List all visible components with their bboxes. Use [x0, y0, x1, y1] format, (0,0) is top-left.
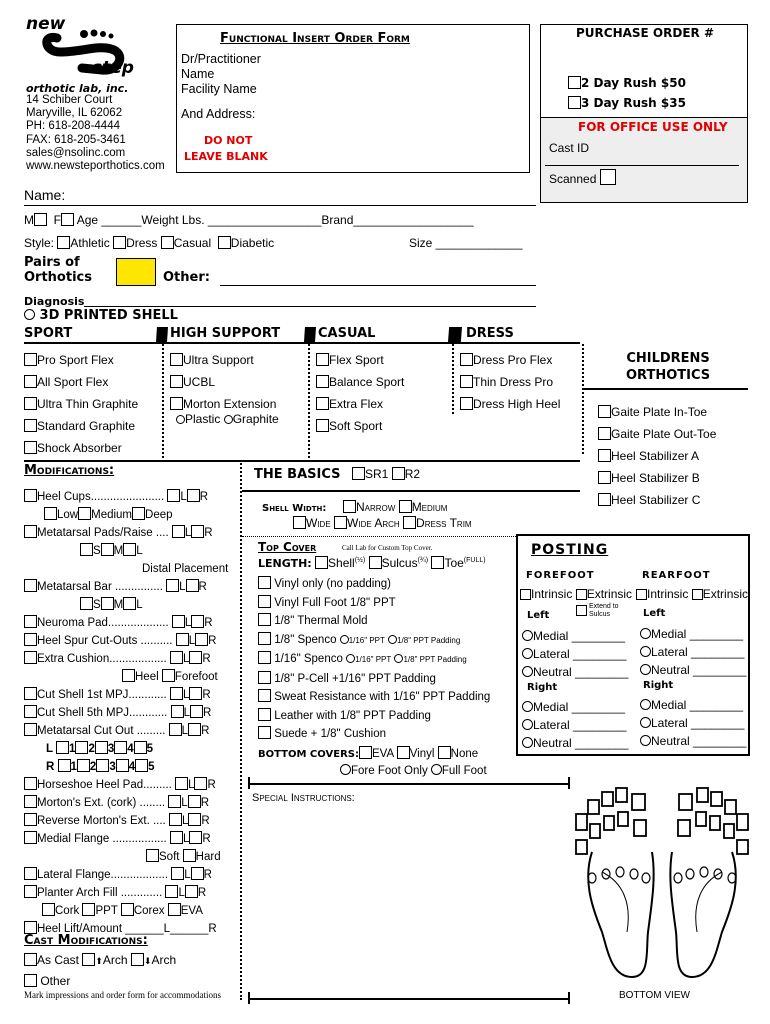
lateral-flange-row[interactable]: Lateral Flange.................. L R: [24, 866, 228, 884]
dress-title: DRESS: [466, 326, 514, 341]
checkbox[interactable]: [77, 759, 90, 772]
arch-up-checkbox[interactable]: [82, 953, 95, 966]
checkbox[interactable]: [194, 777, 207, 790]
checkbox[interactable]: [258, 726, 271, 739]
extra-cushion-row[interactable]: Extra Cushion.................. L R: [24, 650, 228, 668]
posting-option[interactable]: Medial ________: [640, 625, 746, 643]
scanned-label: Scanned: [549, 169, 616, 186]
dress-item[interactable]: Dress High Heel: [460, 393, 560, 415]
checkbox[interactable]: [123, 543, 136, 556]
width-options-1: Narrow Medium: [343, 500, 447, 514]
checkbox[interactable]: [460, 375, 473, 388]
logo-word-new: new: [26, 14, 66, 34]
checkbox[interactable]: [170, 397, 183, 410]
checkbox[interactable]: [388, 635, 397, 644]
name-label: Name: [181, 67, 215, 81]
checkbox[interactable]: [121, 903, 134, 916]
checkbox[interactable]: [24, 375, 37, 388]
ff-intrinsic-checkbox[interactable]: [520, 589, 531, 600]
planter-row[interactable]: Planter Arch Fill ............. L R: [24, 884, 228, 902]
rf-extrinsic-checkbox[interactable]: [692, 589, 703, 600]
address-line-2: Maryville, IL 62062: [26, 107, 123, 120]
childrens-item[interactable]: Gaite Plate Out-Toe: [598, 423, 716, 445]
checkbox[interactable]: [24, 633, 37, 646]
checkbox[interactable]: [116, 759, 129, 772]
cushion-location[interactable]: Heel Forefoot: [24, 668, 228, 686]
modifications-title: Modifications:: [24, 463, 115, 478]
feet-icon: [572, 782, 752, 982]
checkbox[interactable]: [75, 741, 88, 754]
top-cover-item[interactable]: Leather with 1/8" PPT Padding: [258, 707, 490, 726]
ff-left-options: [522, 627, 628, 681]
checkbox[interactable]: [58, 759, 71, 772]
wide-checkbox[interactable]: [293, 516, 306, 529]
ff-right-label: Right: [527, 682, 558, 693]
checkbox[interactable]: [190, 705, 203, 718]
checkbox[interactable]: [82, 903, 95, 916]
cast-options: As Cast ⬆Arch ⬇Arch: [24, 953, 176, 967]
checkbox[interactable]: [44, 507, 57, 520]
checkbox[interactable]: [598, 405, 611, 418]
rf-left-options: [640, 625, 746, 679]
met-bar-row[interactable]: Metatarsal Bar ............... L R: [24, 578, 228, 596]
high-support-item[interactable]: UCBL: [170, 371, 276, 393]
rf-right-label: Right: [643, 680, 674, 691]
logo-word-step: step: [92, 58, 134, 78]
cast-note: Mark impressions and order form for accommodations: [24, 990, 221, 1000]
shell-length-checkbox[interactable]: [315, 556, 328, 569]
checkbox[interactable]: [598, 471, 611, 484]
sport-list: [24, 349, 138, 459]
sport-item[interactable]: Ultra Thin Graphite: [24, 393, 138, 415]
checkbox[interactable]: [24, 795, 37, 808]
modifications-list: [24, 488, 228, 938]
heel-lift-row[interactable]: Heel Lift/Amount ______L______R: [24, 920, 228, 938]
posting-option[interactable]: Lateral ________: [640, 643, 746, 661]
warning-leave-blank: LEAVE BLANK: [184, 150, 268, 163]
eva-bottom-checkbox[interactable]: [359, 746, 372, 759]
other-label: Other:: [163, 270, 210, 285]
medium-width-checkbox[interactable]: [399, 500, 412, 513]
style-row: Style: Athletic Dress Casual Diabetic: [24, 236, 275, 250]
checkbox[interactable]: [640, 646, 651, 657]
planter-material[interactable]: Cork PPT Corex EVA: [24, 902, 228, 920]
checkbox[interactable]: [24, 441, 37, 454]
posting-option[interactable]: Medial ________: [640, 696, 746, 714]
basics-options: SR1 R2: [352, 467, 420, 481]
top-cover-item[interactable]: 1/8" Thermal Mold: [258, 612, 490, 631]
dress-item[interactable]: Dress Pro Flex: [460, 349, 560, 371]
checkbox[interactable]: [189, 831, 202, 844]
wide-arch-checkbox[interactable]: [334, 516, 347, 529]
checkbox[interactable]: [170, 651, 183, 664]
checkbox[interactable]: [258, 651, 271, 664]
shell-width-label: Shell Width:: [262, 503, 327, 514]
met-pads-size[interactable]: S M L: [24, 542, 228, 560]
cast-mods-title: Cast Modifications:: [24, 933, 148, 948]
childrens-item[interactable]: Gaite Plate In-Toe: [598, 401, 716, 423]
checkbox[interactable]: [258, 632, 271, 645]
posting-option[interactable]: Neutral ________: [640, 732, 746, 750]
toe-length-checkbox[interactable]: [431, 556, 444, 569]
high-support-item[interactable]: Morton Extension: [170, 393, 276, 415]
checkbox[interactable]: [258, 595, 271, 608]
checkbox[interactable]: [183, 849, 196, 862]
athletic-checkbox[interactable]: [57, 236, 70, 249]
extend-sulcus-checkbox[interactable]: [576, 605, 587, 616]
forefoot-type: Intrinsic Extrinsic: [520, 587, 632, 601]
checkbox[interactable]: [167, 489, 180, 502]
checkbox[interactable]: [24, 813, 37, 826]
special-instructions-area[interactable]: [250, 808, 560, 988]
reverse-morton-row[interactable]: Reverse Morton's Ext. .... L R: [24, 812, 228, 830]
rush-2-day[interactable]: 2 Day Rush $50: [568, 76, 686, 90]
ff-right-options: [522, 698, 628, 752]
ff-left-label: Left: [527, 610, 550, 621]
bottom-covers-row: BOTTOM COVERS: EVA Vinyl None: [258, 748, 479, 760]
none-bottom-checkbox[interactable]: [438, 746, 451, 759]
high-support-item[interactable]: Ultra Support: [170, 349, 276, 371]
pairs-input[interactable]: [116, 258, 156, 286]
arch-down-checkbox[interactable]: [131, 953, 144, 966]
company-contact: [26, 94, 165, 173]
checkbox[interactable]: [522, 648, 533, 659]
checkbox[interactable]: [258, 613, 271, 626]
practitioner-label: Dr/Practitioner: [181, 52, 261, 66]
extend-sulcus[interactable]: Extend to Sulcus: [576, 603, 619, 619]
checkbox[interactable]: [188, 795, 201, 808]
checkbox[interactable]: [24, 397, 37, 410]
facility-label: Facility Name: [181, 82, 257, 96]
rush-3-day[interactable]: 3 Day Rush $35: [568, 96, 686, 110]
checkbox[interactable]: [56, 741, 69, 754]
posting-option[interactable]: Neutral ________: [640, 661, 746, 679]
checkbox[interactable]: [258, 689, 271, 702]
checkbox[interactable]: [316, 397, 329, 410]
printed-shell-radio[interactable]: [24, 309, 35, 320]
ff-extrinsic-checkbox[interactable]: [576, 589, 587, 600]
material-options: Plastic Graphite: [176, 412, 279, 426]
diabetic-checkbox[interactable]: [218, 236, 231, 249]
checkbox[interactable]: [176, 633, 189, 646]
top-cover-item[interactable]: 1/16" Spenco 1/16" PPT 1/8" PPT Padding: [258, 650, 490, 670]
email: sales@nsolinc.com: [26, 146, 126, 159]
dress-item[interactable]: Thin Dress Pro: [460, 371, 560, 393]
checkbox[interactable]: [191, 615, 204, 628]
checkbox[interactable]: [346, 654, 355, 663]
checkbox[interactable]: [42, 903, 55, 916]
childrens-item[interactable]: Heel Stabilizer A: [598, 445, 716, 467]
checkbox[interactable]: [170, 353, 183, 366]
top-cover-item[interactable]: Vinyl Full Foot 1/8" PPT: [258, 594, 490, 613]
checkbox[interactable]: [640, 699, 651, 710]
rf-intrinsic-checkbox[interactable]: [636, 589, 647, 600]
checkbox[interactable]: [258, 671, 271, 684]
checkbox[interactable]: [189, 651, 202, 664]
checkbox[interactable]: [191, 525, 204, 538]
checkbox[interactable]: [101, 597, 114, 610]
sr1-checkbox[interactable]: [352, 467, 365, 480]
checkbox[interactable]: [185, 885, 198, 898]
sport-item[interactable]: Shock Absorber: [24, 437, 138, 459]
rf-left-label: Left: [643, 608, 666, 619]
checkbox[interactable]: [340, 635, 349, 644]
high-support-title: HIGH SUPPORT: [170, 326, 281, 341]
met-cut-left[interactable]: L 1 2 3 4 5: [46, 743, 154, 755]
rf-right-options: [640, 696, 746, 750]
checkbox[interactable]: [170, 687, 183, 700]
checkbox[interactable]: [316, 419, 329, 432]
top-cover-item[interactable]: Suede + 1/8" Cushion: [258, 725, 490, 744]
checkbox[interactable]: [186, 579, 199, 592]
cast-id-label: Cast ID: [549, 141, 590, 155]
checkbox[interactable]: [78, 507, 91, 520]
age-weight-brand-fields[interactable]: Age ______Weight Lbs. _________________Brand__________________: [76, 213, 474, 227]
cut-5th-row[interactable]: Cut Shell 5th MPJ............ L R: [24, 704, 228, 722]
size-field[interactable]: Size _____________: [409, 236, 523, 250]
bottom-view-feet-diagram[interactable]: [572, 782, 752, 982]
rearfoot-type: Intrinsic Extrinsic: [636, 587, 748, 601]
posting-option[interactable]: Lateral ________: [640, 714, 746, 732]
checkbox[interactable]: [24, 777, 37, 790]
checkbox[interactable]: [134, 741, 147, 754]
checkbox[interactable]: [189, 687, 202, 700]
met-bar-size[interactable]: S M L: [24, 596, 228, 614]
checkbox[interactable]: [114, 741, 127, 754]
dress-checkbox[interactable]: [113, 236, 126, 249]
casual-item[interactable]: Flex Sport: [316, 349, 404, 371]
practitioner-labels: [181, 52, 261, 97]
checkbox[interactable]: [24, 723, 37, 736]
checkbox[interactable]: [172, 615, 185, 628]
morton-row[interactable]: Morton's Ext. (cork) ........ L R: [24, 794, 228, 812]
checkbox[interactable]: [123, 597, 136, 610]
high-support-list: [170, 349, 276, 415]
website: www.newsteporthotics.com: [26, 160, 165, 173]
checkbox[interactable]: [640, 717, 651, 728]
checkbox[interactable]: [168, 795, 181, 808]
checkbox[interactable]: [166, 579, 179, 592]
sport-item[interactable]: Pro Sport Flex: [24, 349, 138, 371]
checkbox[interactable]: [96, 759, 109, 772]
cast-other[interactable]: Other: [24, 974, 70, 988]
diagnosis-label: Diagnosis: [24, 295, 85, 308]
casual-item[interactable]: Extra Flex: [316, 393, 404, 415]
width-options-2: Wide Wide Arch Dress Trim: [293, 516, 472, 530]
checkbox[interactable]: [175, 777, 188, 790]
basics-title: THE BASICS: [254, 467, 341, 482]
checkbox[interactable]: [24, 687, 37, 700]
checkbox[interactable]: [165, 885, 178, 898]
forefoot-title: FOREFOOT: [526, 570, 595, 581]
posting-option[interactable]: Medial ________: [522, 627, 628, 645]
printed-shell-option[interactable]: 3D PRINTED SHELL: [24, 308, 178, 323]
checkbox[interactable]: [316, 353, 329, 366]
checkbox[interactable]: [460, 397, 473, 410]
medial-flange-row[interactable]: Medial Flange ................. L R: [24, 830, 228, 848]
checkbox[interactable]: [195, 633, 208, 646]
checkbox[interactable]: [132, 507, 145, 520]
checkbox[interactable]: [171, 867, 184, 880]
checkbox[interactable]: [135, 759, 148, 772]
posting-option[interactable]: Lateral ________: [522, 645, 628, 663]
checkbox[interactable]: [188, 723, 201, 736]
childrens-title: CHILDRENS ORTHOTICS: [626, 351, 711, 383]
checkbox[interactable]: [95, 741, 108, 754]
childrens-item[interactable]: Heel Stabilizer C: [598, 489, 716, 511]
checkbox[interactable]: [24, 705, 37, 718]
top-cover-item[interactable]: Vinyl only (no padding): [258, 575, 490, 594]
fax: FAX: 618-205-3461: [26, 133, 126, 146]
checkbox[interactable]: [168, 903, 181, 916]
checkbox[interactable]: [24, 831, 37, 844]
phone: PH: 618-208-4444: [26, 120, 120, 133]
checkbox[interactable]: [101, 543, 114, 556]
checkbox[interactable]: [170, 831, 183, 844]
casual-list: [316, 349, 404, 437]
posting-option[interactable]: Neutral ________: [522, 663, 628, 681]
casual-checkbox[interactable]: [161, 236, 174, 249]
scanned-checkbox[interactable]: [600, 169, 616, 185]
childrens-list: [598, 401, 716, 511]
checkbox[interactable]: [598, 449, 611, 462]
forefoot-only-radio[interactable]: [340, 764, 351, 775]
heel-cups-depth[interactable]: Low Medium Deep: [24, 506, 228, 524]
checkbox[interactable]: [316, 375, 329, 388]
special-instructions-label: Special Instructions:: [252, 792, 355, 804]
length-row: LENGTH: Shell$^{(\frac{1}{2})}$ Sulcus$^{(\frac{3}{4})}$ Toe$^{(FULL)}$: [258, 556, 486, 570]
checkbox[interactable]: [258, 708, 271, 721]
checkbox[interactable]: [146, 849, 159, 862]
checkbox[interactable]: [522, 737, 533, 748]
graphite-radio[interactable]: [224, 415, 233, 424]
posting-title: POSTING: [531, 542, 609, 558]
checkbox[interactable]: [162, 669, 175, 682]
vinyl-bottom-checkbox[interactable]: [397, 746, 410, 759]
childrens-item[interactable]: Heel Stabilizer B: [598, 467, 716, 489]
checkbox[interactable]: [24, 867, 37, 880]
checkbox[interactable]: [598, 493, 611, 506]
patient-info-row: M F Age ______Weight Lbs. _________________Brand__________________: [24, 213, 474, 227]
checkbox[interactable]: [460, 353, 473, 366]
full-foot-radio[interactable]: [431, 764, 442, 775]
posting-option[interactable]: Medial ________: [522, 698, 628, 716]
casual-title: CASUAL: [318, 326, 376, 341]
as-cast-checkbox[interactable]: [24, 953, 37, 966]
checkbox[interactable]: [522, 719, 533, 730]
top-cover-list: [258, 575, 490, 744]
checkbox[interactable]: [24, 525, 37, 538]
checkbox[interactable]: [24, 651, 37, 664]
plastic-radio[interactable]: [176, 415, 185, 424]
dress-trim-checkbox[interactable]: [403, 516, 416, 529]
company-name: orthotic lab, inc.: [26, 82, 129, 95]
checkbox[interactable]: [522, 701, 533, 712]
r2-checkbox[interactable]: [392, 467, 405, 480]
checkbox[interactable]: [169, 813, 182, 826]
warning-do-not: DO NOT: [204, 134, 253, 147]
office-use-title: FOR OFFICE USE ONLY: [578, 120, 728, 134]
purchase-order-title: PURCHASE ORDER #: [576, 26, 715, 40]
heel-cups-row[interactable]: Heel Cups....................... L R: [24, 488, 228, 506]
checkbox[interactable]: [24, 579, 37, 592]
casual-item[interactable]: Soft Sport: [316, 415, 404, 437]
bottom-view-label: BOTTOM VIEW: [619, 990, 690, 1001]
checkbox[interactable]: [24, 974, 37, 987]
met-cut-row[interactable]: Metatarsal Cut Out ......... L R: [24, 722, 228, 740]
checkbox[interactable]: [24, 489, 37, 502]
checkbox[interactable]: [80, 597, 93, 610]
neuroma-row[interactable]: Neuroma Pad................... L R: [24, 614, 228, 632]
checkbox[interactable]: [522, 630, 533, 641]
casual-item[interactable]: Balance Sport: [316, 371, 404, 393]
rush-2-checkbox[interactable]: [568, 76, 581, 89]
met-pads-row[interactable]: Metatarsal Pads/Raise .... L R: [24, 524, 228, 542]
checkbox[interactable]: [122, 669, 135, 682]
form-title: Functional Insert Order Form: [220, 31, 410, 46]
checkbox[interactable]: [171, 705, 184, 718]
address-line-1: 14 Schiber Court: [26, 94, 113, 106]
distal-placement-label: Distal Placement: [142, 563, 229, 575]
checkbox[interactable]: [169, 723, 182, 736]
checkbox[interactable]: [191, 867, 204, 880]
checkbox[interactable]: [258, 576, 271, 589]
met-cut-right[interactable]: R 1 2 3 4 5: [46, 761, 155, 773]
checkbox[interactable]: [522, 666, 533, 677]
cut-1st-row[interactable]: Cut Shell 1st MPJ............ L R: [24, 686, 228, 704]
pairs-of-orthotics-label: Pairs of Orthotics: [24, 255, 92, 285]
checkbox[interactable]: [24, 885, 37, 898]
top-cover-title: Top Cover: [258, 540, 317, 554]
sport-item[interactable]: Standard Graphite: [24, 415, 138, 437]
top-cover-item[interactable]: Sweat Resistance with 1/16" PPT Padding: [258, 688, 490, 707]
checkbox[interactable]: [24, 615, 37, 628]
spur-row[interactable]: Heel Spur Cut-Outs .......... L R: [24, 632, 228, 650]
checkbox[interactable]: [170, 375, 183, 388]
female-checkbox[interactable]: [61, 213, 74, 226]
top-cover-item[interactable]: 1/8" Spenco 1/16" PPT 1/8" PPT Padding: [258, 631, 490, 651]
dress-list: [460, 349, 560, 415]
sport-item[interactable]: All Sport Flex: [24, 371, 138, 393]
flange-hardness[interactable]: Soft Hard: [24, 848, 228, 866]
checkbox[interactable]: [172, 525, 185, 538]
horseshoe-row[interactable]: Horseshoe Heel Pad......... L R: [24, 776, 228, 794]
patient-name-label: Name:: [24, 187, 66, 203]
top-cover-item[interactable]: 1/8" P-Cell +1/16" PPT Padding: [258, 670, 490, 689]
address-label: And Address:: [181, 107, 256, 121]
posting-option[interactable]: Neutral ________: [522, 734, 628, 752]
checkbox[interactable]: [640, 664, 651, 675]
sulcus-length-checkbox[interactable]: [369, 556, 382, 569]
posting-option[interactable]: Lateral ________: [522, 716, 628, 734]
checkbox[interactable]: [24, 353, 37, 366]
checkbox[interactable]: [598, 427, 611, 440]
checkbox[interactable]: [187, 489, 200, 502]
rearfoot-title: REARFOOT: [642, 570, 711, 581]
rush-3-checkbox[interactable]: [568, 96, 581, 109]
checkbox[interactable]: [24, 419, 37, 432]
sport-title: SPORT: [24, 326, 73, 341]
checkbox[interactable]: [188, 813, 201, 826]
checkbox[interactable]: [80, 543, 93, 556]
top-cover-note: Call Lab for Custom Top Cover.: [342, 544, 433, 552]
bottom-cover-extent: Fore Foot Only Full Foot: [340, 764, 487, 777]
narrow-checkbox[interactable]: [343, 500, 356, 513]
male-checkbox[interactable]: [34, 213, 47, 226]
checkbox[interactable]: [640, 735, 651, 746]
checkbox[interactable]: [640, 628, 651, 639]
